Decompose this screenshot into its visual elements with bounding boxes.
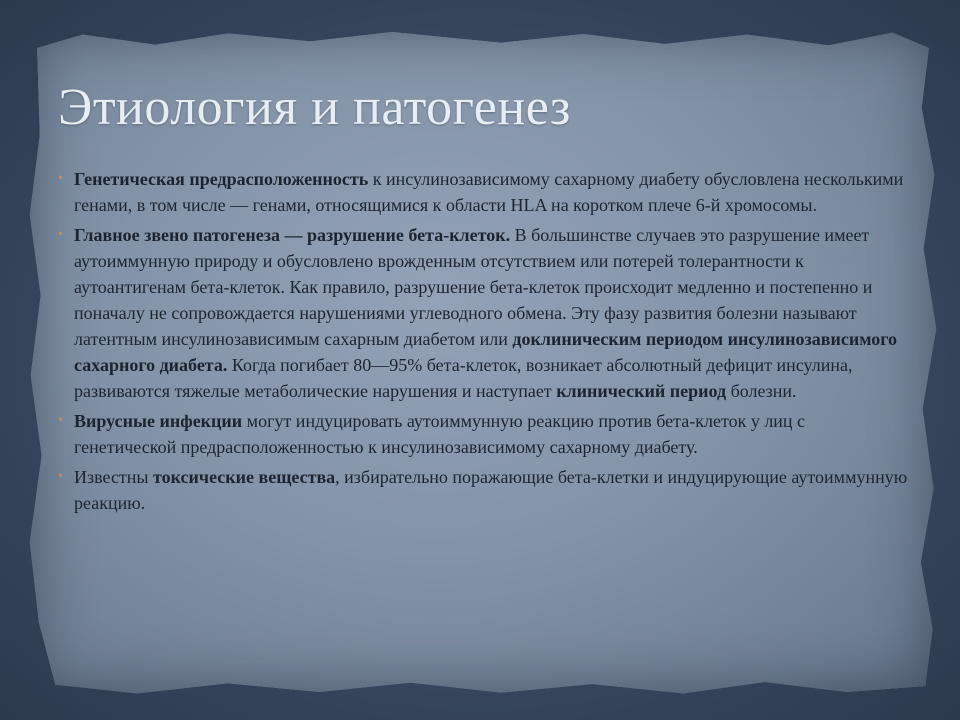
term-genetic-predisposition: Генетическая предрасположенность bbox=[74, 169, 369, 189]
bullet-item-pathogenesis bbox=[58, 222, 908, 404]
bullet-icon: • bbox=[58, 413, 63, 428]
term-preclinical-period: доклиническим периодом инсулинозависимого сахарного диабета. bbox=[74, 329, 897, 375]
term-toxic-substances: токсические вещества bbox=[153, 467, 336, 487]
term-main-link: Главное звено патогенеза — разрушение бета-клеток. bbox=[74, 225, 511, 245]
genetics-text: к инсулинозависимому сахарному диабету обусловлена несколькими генами, в том числе — генами, относящимися к области HLA на коротком плече 6-й хромосомы. bbox=[74, 169, 904, 215]
bullet-icon: • bbox=[58, 227, 63, 242]
toxic-text-prefix: Известны bbox=[74, 467, 154, 487]
bullet-item-genetics bbox=[58, 166, 908, 218]
bullet-item-toxic bbox=[58, 464, 908, 516]
bullet-list bbox=[58, 166, 908, 520]
toxic-text: , избирательно поражающие бета-клетки и индуцирующие аутоиммунную реакцию. bbox=[74, 467, 908, 513]
term-viral-infections: Вирусные инфекции bbox=[74, 411, 243, 431]
pathogenesis-text-3: болезни. bbox=[726, 381, 797, 401]
viral-text: могут индуцировать аутоиммунную реакцию против бета-клеток у лиц с генетической предрасположенностью к инсулинозависимому сахарному диабету. bbox=[74, 411, 806, 457]
term-clinical-period: клинический период bbox=[556, 381, 727, 401]
bullet-item-viral bbox=[58, 408, 908, 460]
bullet-icon: • bbox=[58, 171, 63, 186]
slide-title: Этиология и патогенез bbox=[58, 79, 571, 136]
bullet-icon: • bbox=[58, 469, 63, 484]
pathogenesis-text-1: В большинстве случаев это разрушение имеет аутоиммунную природу и обусловлено врожденным отсутствием или потерей толерантности к аутоантигенам бета-клеток. Как правило, разрушение бета-клеток происходит медленно и постепенно и поначалу не сопровождается нарушениями углеводного обмена. Эту фазу развития болезни называют латентным инсулинозависимым сахарным диабетом или bbox=[74, 225, 873, 349]
pathogenesis-text-2: Когда погибает 80—95% бета-клеток, возникает абсолютный дефицит инсулина, развиваются тяжелые метаболические нарушения и наступает bbox=[74, 355, 853, 401]
